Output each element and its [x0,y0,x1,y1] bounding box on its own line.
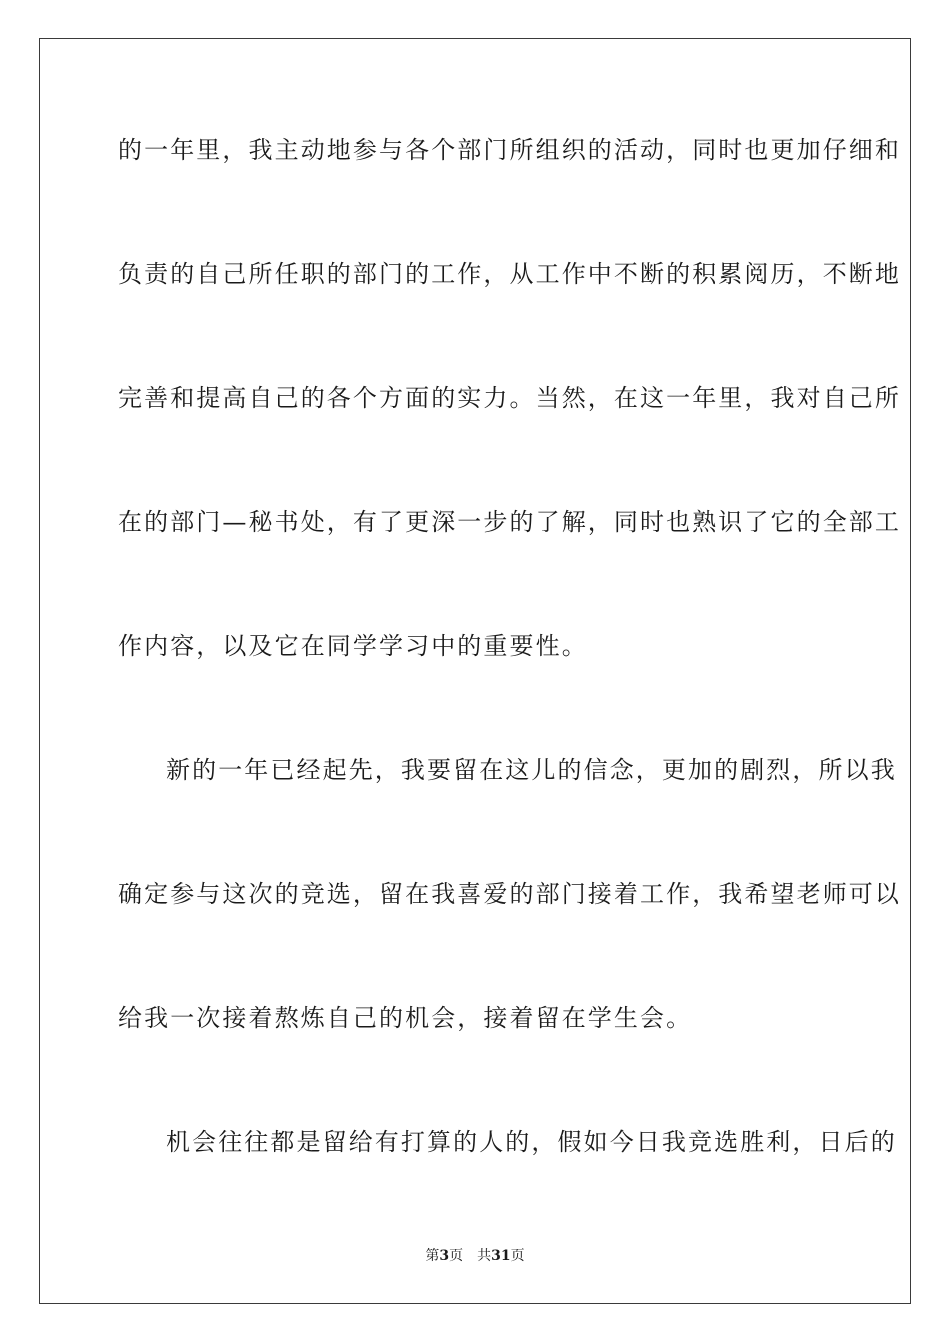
text-line: 给我一次接着熬炼自己的机会，接着留在学生会。 [118,1004,693,1032]
text-line: 确定参与这次的竞选，留在我喜爱的部门接着工作，我希望老师可以 [118,880,901,908]
page-prefix: 第 [425,1248,440,1264]
text-line: 负责的自己所任职的部门的工作，从工作中不断的积累阅历，不断地 [118,260,901,288]
total-unit: 页 [510,1248,525,1264]
paragraph-first-line: 新的一年已经起先，我要留在这儿的信念，更加的剧烈，所以我 [166,756,897,784]
current-page-number: 3 [439,1248,450,1264]
text-line: 在的部门—秘书处，有了更深一步的了解，同时也熟识了它的全部工 [118,508,901,536]
total-page-count: 31 [491,1248,511,1264]
total-prefix: 共 [477,1248,492,1264]
text-line: 的一年里，我主动地参与各个部门所组织的活动，同时也更加仔细和 [118,136,901,164]
text-line: 作内容，以及它在同学学习中的重要性。 [118,632,588,660]
page-footer [0,1246,950,1266]
page-unit: 页 [449,1248,464,1264]
text-line: 完善和提高自己的各个方面的实力。当然，在这一年里，我对自己所 [118,384,901,412]
page-border [39,38,911,1304]
paragraph-first-line: 机会往往都是留给有打算的人的，假如今日我竞选胜利，日后的 [166,1128,897,1156]
